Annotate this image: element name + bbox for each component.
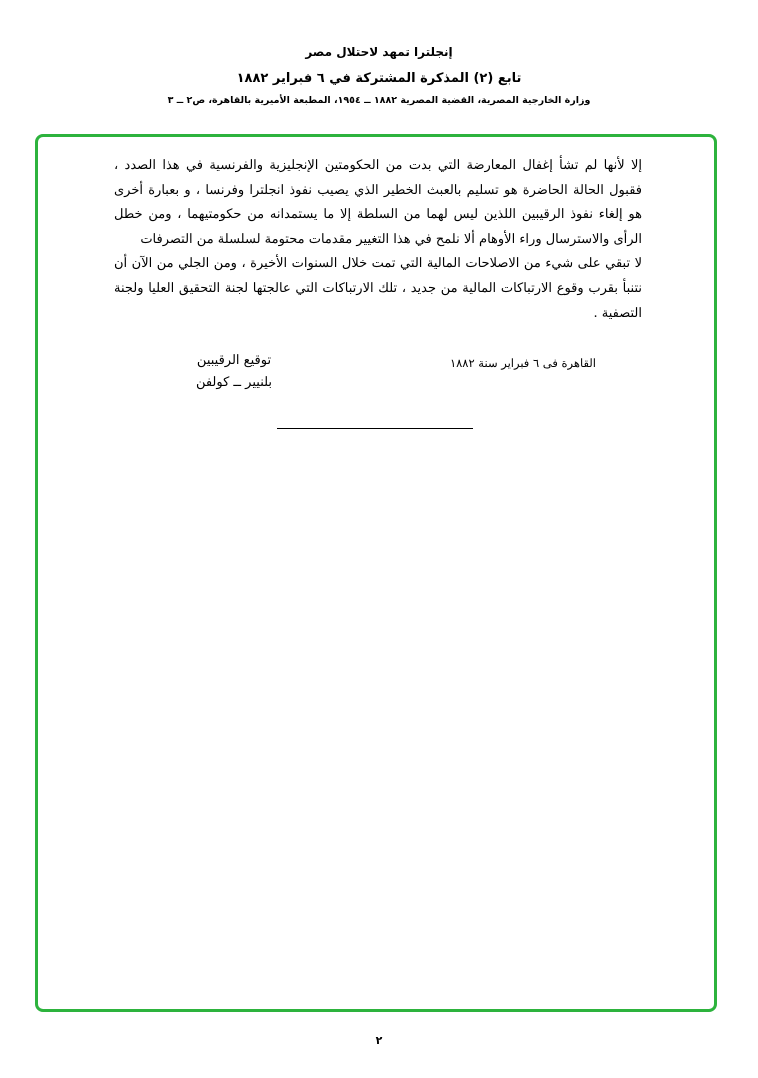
signature-label: توقيع الرقيبين [196, 353, 272, 368]
date-line: القاهرة فى ٦ فبراير سنة ١٨٨٢ [449, 356, 596, 370]
source-citation: وزارة الخارجية المصرية، القضية المصرية ١٨٨٢ ــ ١٩٥٤، المطبعة الأميرية بالقاهرة، ص٢ ــ ٣ [167, 95, 591, 106]
body-paragraph-2: لا تبقي على شيء من الاصلاحات المالية التي تمت خلال السنوات الأخيرة ، ومن الجلي من الآن أن نتنبأ بقرب وقوع الارتباكات المالية من جديد ، تلك الارتباكات التي عالجتها لجنة التحقيق العليا ولجنة التصفية . [114, 256, 642, 321]
end-divider [277, 428, 473, 429]
page-number: ٢ [375, 1034, 383, 1047]
document-subtitle: تابع (٢) المذكرة المشتركة في ٦ فبراير ١٨٨٢ [236, 71, 522, 86]
closing-block [114, 350, 642, 410]
body-paragraph-1: إلا لأنها لم تشأ إغفال المعارضة التي بدت من الحكومتين الإنجليزية والفرنسية في هذا الصدد ، فقبول الحالة الحاضرة هو تسليم بالعبث الخطير الذي يصيب نفوذ انجلترا وفرنسا ، و بعبارة أخرى هو إلغاء نفوذ الرقيبين اللذين ليس لهما من السلطة إلا ما يستمدانه من حكومتيهما ، ومن خطل الرأى والاسترسال وراء الأوهام ألا نلمح في هذا التغيير مقدمات محتومة لسلسلة من التصرفات [114, 158, 642, 247]
document-title: إنجلترا تمهد لاحتلال مصر [305, 45, 453, 59]
signatory-names: بلنيير ــ كولفن [195, 375, 273, 390]
document-body [114, 154, 642, 326]
page-header [40, 44, 718, 108]
signature-block [164, 350, 304, 394]
